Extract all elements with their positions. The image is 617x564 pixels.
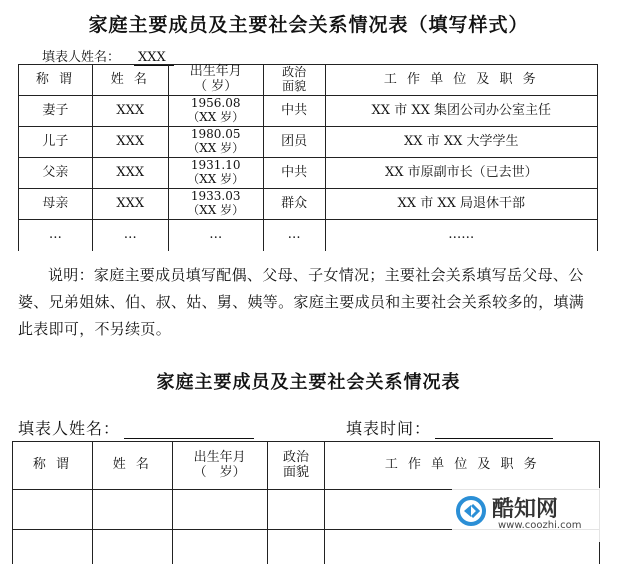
empty-cell xyxy=(172,490,267,530)
cell-birth: 1933.03 （XX 岁） xyxy=(168,189,263,220)
cell-politics: 群众 xyxy=(263,189,325,220)
note-text: 说明：家庭主要成员填写配偶、父母、子女情况；主要社会关系填写岳父母、公婆、兄弟姐妹、伯、叔、姑、舅、姨等。家庭主要成员和主要社会关系较多的，填满此表即可，不另续页。 xyxy=(18,266,585,338)
cell-politics: 中共 xyxy=(263,96,325,127)
coozhi-logo-icon xyxy=(456,496,486,526)
cell-politics: 团员 xyxy=(263,127,325,158)
sample-family-table xyxy=(18,64,598,251)
table-row-ellipsis xyxy=(19,220,598,251)
table-header-row xyxy=(13,442,600,490)
cell-relation: 父亲 xyxy=(19,158,93,189)
table-row xyxy=(19,127,598,158)
table-row xyxy=(19,189,598,220)
watermark-url: www.coozhi.com xyxy=(498,520,582,531)
cell-name: XXX xyxy=(92,158,168,189)
empty-cell xyxy=(267,530,325,564)
cell-relation: 儿子 xyxy=(19,127,93,158)
watermark xyxy=(452,488,612,542)
cell-relation: 妻子 xyxy=(19,96,93,127)
header-work: 工 作 单 位 及 职 务 xyxy=(325,442,600,490)
form-title-blank: 家庭主要成员及主要社会关系情况表 xyxy=(156,372,461,393)
table-row xyxy=(19,158,598,189)
filler-name-label: 填表人姓名： xyxy=(42,50,121,65)
filler-name-sample xyxy=(42,46,174,66)
header-relation: 称 谓 xyxy=(19,65,93,96)
empty-cell xyxy=(267,490,325,530)
fill-time-line xyxy=(435,422,553,439)
empty-cell xyxy=(13,530,93,564)
cell-ellipsis: … xyxy=(263,220,325,251)
header-politics: 政治 面貌 xyxy=(263,65,325,96)
filler-name-line xyxy=(124,422,254,439)
cell-name: XXX xyxy=(92,96,168,127)
form-title-sample: 家庭主要成员及主要社会关系情况表（填写样式） xyxy=(88,14,529,36)
cell-ellipsis: … xyxy=(19,220,93,251)
cell-work: XX 市原副市长（已去世） xyxy=(325,158,597,189)
header-name: 姓 名 xyxy=(92,442,172,490)
filler-name-blank xyxy=(18,416,254,439)
table-row xyxy=(19,96,598,127)
empty-cell xyxy=(92,490,172,530)
cell-ellipsis: …… xyxy=(325,220,597,251)
cell-relation: 母亲 xyxy=(19,189,93,220)
cell-work: XX 市 XX 集团公司办公室主任 xyxy=(325,96,597,127)
filler-name-value: XXX xyxy=(134,50,174,66)
fill-time-blank xyxy=(346,416,553,439)
watermark-name: 酷知网 xyxy=(492,497,559,522)
cell-ellipsis: … xyxy=(168,220,263,251)
cell-name: XXX xyxy=(92,189,168,220)
header-name: 姓 名 xyxy=(92,65,168,96)
cell-name: XXX xyxy=(92,127,168,158)
cell-work: XX 市 XX 局退休干部 xyxy=(325,189,597,220)
fill-time-label: 填表时间： xyxy=(346,419,432,438)
cell-birth: 1956.08 （XX 岁） xyxy=(168,96,263,127)
cell-birth: 1931.10 （XX 岁） xyxy=(168,158,263,189)
empty-cell xyxy=(13,490,93,530)
empty-cell xyxy=(172,530,267,564)
header-relation: 称 谓 xyxy=(13,442,93,490)
cell-birth: 1980.05 （XX 岁） xyxy=(168,127,263,158)
cell-work: XX 市 XX 大学学生 xyxy=(325,127,597,158)
cell-ellipsis: … xyxy=(92,220,168,251)
filler-name-label: 填表人姓名： xyxy=(18,419,121,438)
table-header-row xyxy=(19,65,598,96)
instructions-note xyxy=(18,262,598,343)
header-birth: 出生年月 （ 岁） xyxy=(172,442,267,490)
cell-politics: 中共 xyxy=(263,158,325,189)
empty-cell xyxy=(92,530,172,564)
header-birth: 出生年月 （ 岁） xyxy=(168,65,263,96)
header-work: 工 作 单 位 及 职 务 xyxy=(325,65,597,96)
header-politics: 政治 面貌 xyxy=(267,442,325,490)
